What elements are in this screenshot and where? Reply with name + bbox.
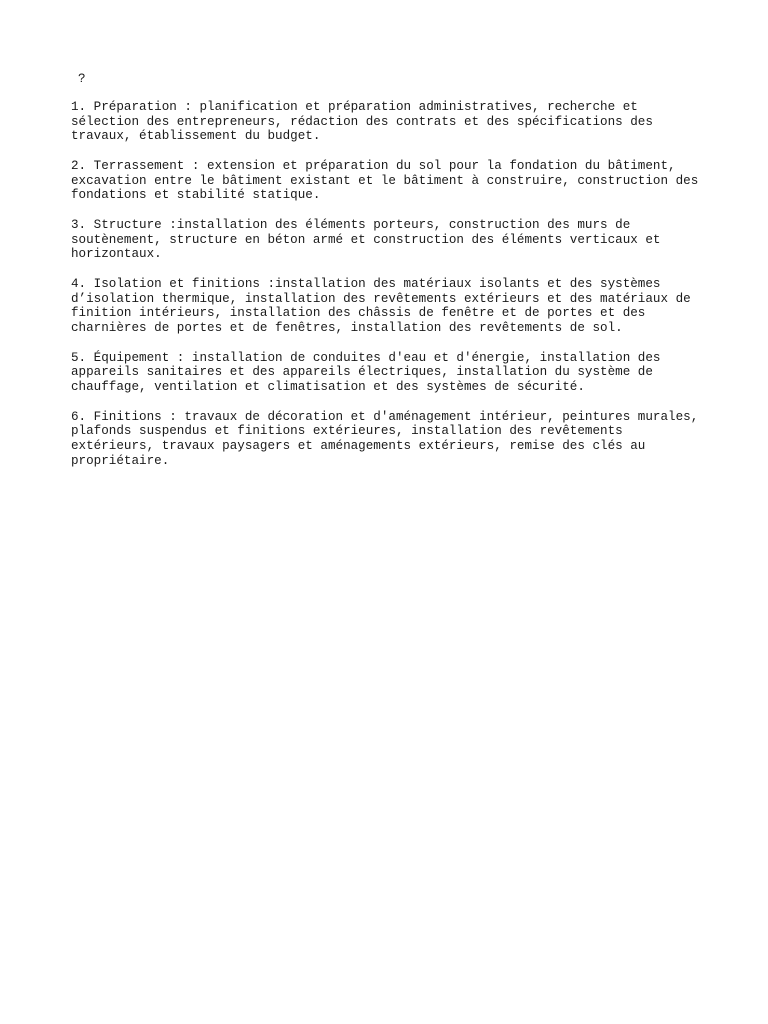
document-title: ? [78,72,86,86]
list-item: 1. Préparation : planification et préparation administratives, recherche et sélection des entrepreneurs, rédaction des contrats et des spécifications des travaux, établissement du budget. [71,99,653,144]
list-item: 5. Équipement : installation de conduites d'eau et d'énergie, installation des appareils sanitaires et des appareils électriques, installation du système de chauffage, ventilation et climatisation et des systèmes de sécurité. [71,350,661,395]
list-item: 2. Terrassement : extension et préparation du sol pour la fondation du bâtiment, excavation entre le bâtiment existant et le bâtiment à construire, construction des fondations et stabilité statique. [71,158,699,203]
list-item: 6. Finitions : travaux de décoration et d'aménagement intérieur, peintures murales, plafonds suspendus et finitions extérieures, installation des revêtements extérieurs, travaux paysagers et aménagements extérieurs, remise des clés au propriétaire. [71,409,699,468]
list-item: 4. Isolation et finitions :installation des matériaux isolants et des systèmes d’isolation thermique, installation des revêtements extérieurs et des matériaux de finition intérieurs, installation des châssis de fenêtre et de portes et des charnières de portes et de fenêtres, installation des revêtements de sol. [71,276,691,336]
document-page [71,72,711,469]
list-item: 3. Structure :installation des éléments porteurs, construction des murs de soutènement, structure en béton armé et construction des éléments verticaux et horizontaux. [71,217,661,262]
